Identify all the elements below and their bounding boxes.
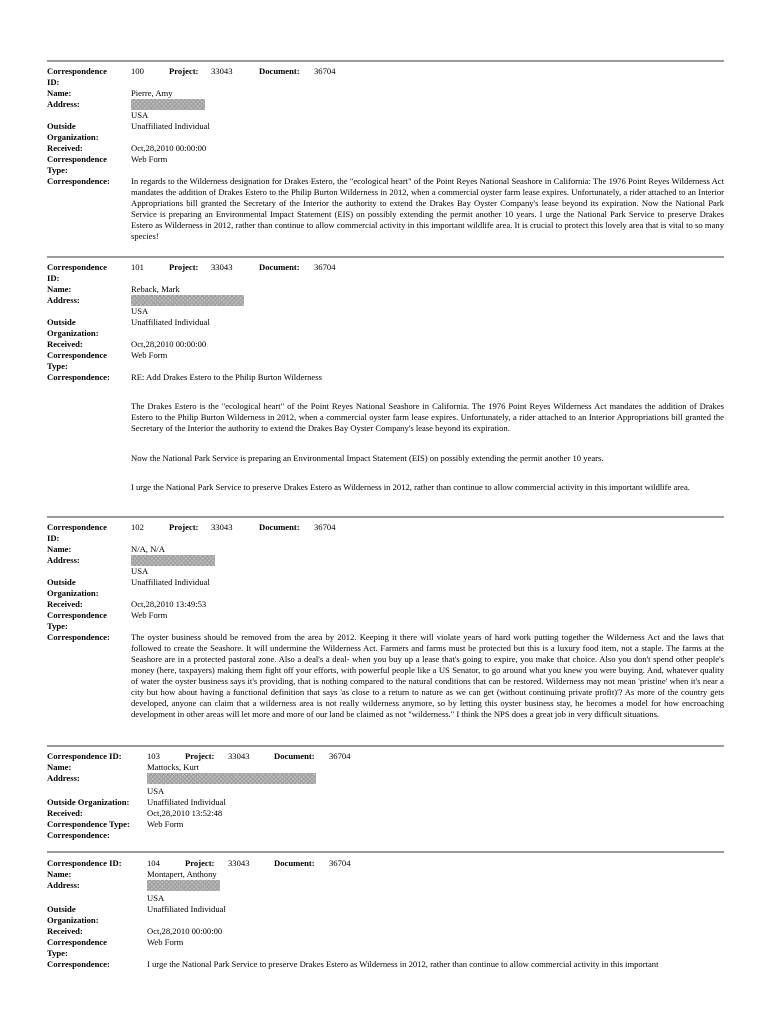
document-label: Document: <box>259 522 300 532</box>
received-label: Received: <box>47 599 83 609</box>
correspondence-id-label: Correspondence <box>47 262 107 272</box>
outside-organization-label: Outside Organization: <box>47 797 130 807</box>
correspondence-type-value: Web Form <box>147 819 184 829</box>
correspondence-type-value: Web Form <box>131 350 168 360</box>
name-label: Name: <box>47 544 72 554</box>
record-divider <box>47 851 724 853</box>
name-value: Pierre, Amy <box>131 88 173 98</box>
correspondence-type-label-cont: Type: <box>47 621 68 631</box>
name-label: Name: <box>47 869 72 879</box>
redacted-address <box>147 773 316 784</box>
record-divider <box>47 516 724 518</box>
record-divider <box>47 256 724 258</box>
redacted-address <box>131 295 244 306</box>
correspondence-type-label-cont: Type: <box>47 361 68 371</box>
country-value: USA <box>131 110 149 120</box>
received-label: Received: <box>47 143 83 153</box>
correspondence-id-label-cont: ID: <box>47 533 60 543</box>
correspondence-label: Correspondence: <box>47 176 110 186</box>
document-label: Document: <box>259 262 300 272</box>
outside-organization-label: Outside <box>47 577 76 587</box>
correspondence-type-label-cont: Type: <box>47 948 68 958</box>
outside-organization-label-cont: Organization: <box>47 328 99 338</box>
correspondence-id-value: 102 <box>131 522 144 532</box>
project-label: Project: <box>169 262 199 272</box>
correspondence-type-label: Correspondence <box>47 610 107 620</box>
organization-value: Unaffiliated Individual <box>147 797 226 807</box>
correspondence-id-label-cont: ID: <box>47 77 60 87</box>
name-label: Name: <box>47 284 72 294</box>
document-label: Document: <box>274 858 315 868</box>
document-label: Document: <box>259 66 300 76</box>
project-label: Project: <box>185 751 215 761</box>
correspondence-text: Now the National Park Service is preparing an Environmental Impact Statement (EIS) on possibly extending the permit another 10 years. <box>131 453 604 463</box>
correspondence-id-label: Correspondence ID: <box>47 751 122 761</box>
correspondence-type-label-cont: Type: <box>47 165 68 175</box>
name-label: Name: <box>47 762 72 772</box>
document-value: 36704 <box>314 262 336 272</box>
name-value: Reback, Mark <box>131 284 180 294</box>
received-value: Oct,28,2010 00:00:00 <box>147 926 223 936</box>
correspondence-id-label: Correspondence ID: <box>47 858 122 868</box>
redacted-address <box>131 99 205 110</box>
document-value: 36704 <box>314 66 336 76</box>
name-value: Montapert, Anthony <box>147 869 217 879</box>
organization-value: Unaffiliated Individual <box>131 121 210 131</box>
received-value: Oct,28,2010 13:52:48 <box>147 808 223 818</box>
address-label: Address: <box>47 99 80 109</box>
received-value: Oct,28,2010 13:49:53 <box>131 599 207 609</box>
country-value: USA <box>147 893 165 903</box>
correspondence-id-value: 103 <box>147 751 160 761</box>
country-value: USA <box>131 306 149 316</box>
correspondence-type-value: Web Form <box>131 610 168 620</box>
correspondence-id-value: 104 <box>147 858 160 868</box>
document-value: 36704 <box>329 858 351 868</box>
document-value: 36704 <box>329 751 351 761</box>
address-label: Address: <box>47 555 80 565</box>
organization-value: Unaffiliated Individual <box>131 577 210 587</box>
received-value: Oct,28,2010 00:00:00 <box>131 143 207 153</box>
outside-organization-label-cont: Organization: <box>47 915 99 925</box>
correspondence-subject: RE: Add Drakes Estero to the Philip Burton Wilderness <box>131 372 322 382</box>
country-value: USA <box>147 786 165 796</box>
project-label: Project: <box>185 858 215 868</box>
correspondence-text: The oyster business should be removed from the area by 2012. Keeping it there will violate years of hard work putting together the Wilderness Act and the laws that followed to create the Seashore. It will undermine the Wilderness Act. Farmers and farms must be protected but this is a luxury food item, not a staple. The farms at the Seashore are in a protected pastoral zone. Also a deal's a deal- when you buy up a lease that's going to expire, you make that choice. Also you don't spend other people's money (here, taxpayers) making them fight off your efforts, with powerful people like a US Senator, to go around what you knew you were buying. And, whatever quality of water the oyster business says it's providing, that is nothing compared to the natural conditions that can be restored. Wilderness may not mean 'pristine' when it's near a city but how about having a functional definition that says 'as close to a return to nature as we can get (without continuing private profit)'? As more of the country gets developed, anyone can claim that a wilderness area is not really wilderness anymore, so by letting this oyster business stay, he becomes a model for how encroaching development in other areas will let more and more of our land be claimed as not "wilderness." I think the NPS does a great job in very difficult situations. <box>131 632 724 719</box>
address-label: Address: <box>47 773 80 783</box>
correspondence-id-label: Correspondence <box>47 66 107 76</box>
correspondence-type-label: Correspondence <box>47 154 107 164</box>
organization-value: Unaffiliated Individual <box>147 904 226 914</box>
outside-organization-label: Outside <box>47 121 76 131</box>
country-value: USA <box>131 566 149 576</box>
correspondence-label: Correspondence: <box>47 830 110 840</box>
name-value: N/A, N/A <box>131 544 165 554</box>
project-value: 33043 <box>211 262 233 272</box>
correspondence-text: I urge the National Park Service to preserve Drakes Estero as Wilderness in 2012, rather than continue to allow commercial activity in this important <box>147 959 659 969</box>
received-label: Received: <box>47 926 83 936</box>
redacted-address <box>147 880 220 891</box>
received-label: Received: <box>47 808 83 818</box>
correspondence-text: The Drakes Estero is the "ecological heart" of the Point Reyes National Seashore in California. The 1976 Point Reyes Wilderness Act mandates the addition of Drakes Estero to the Philip Burton Wilderness in 2012, when a commercial oyster farm lease expires. Unfortunately, a rider attached to an Interior Appropriations bill granted the Secretary of the Interior the authority to extend the Drakes Bay Oyster Company's lease beyond its expiration. <box>131 401 724 433</box>
correspondence-label: Correspondence: <box>47 372 110 382</box>
project-value: 33043 <box>228 858 250 868</box>
correspondence-label: Correspondence: <box>47 959 110 969</box>
received-value: Oct,28,2010 00:00:00 <box>131 339 207 349</box>
record-divider <box>47 60 724 62</box>
received-label: Received: <box>47 339 83 349</box>
correspondence-id-label: Correspondence <box>47 522 107 532</box>
correspondence-type-value: Web Form <box>131 154 168 164</box>
name-label: Name: <box>47 88 72 98</box>
correspondence-type-label: Correspondence <box>47 937 107 947</box>
name-value: Mattocks, Kurt <box>147 762 200 772</box>
correspondence-id-label-cont: ID: <box>47 273 60 283</box>
record-divider <box>47 745 724 747</box>
address-label: Address: <box>47 295 80 305</box>
organization-value: Unaffiliated Individual <box>131 317 210 327</box>
outside-organization-label: Outside <box>47 317 76 327</box>
outside-organization-label-cont: Organization: <box>47 588 99 598</box>
project-value: 33043 <box>211 66 233 76</box>
project-value: 33043 <box>211 522 233 532</box>
correspondence-text: I urge the National Park Service to preserve Drakes Estero as Wilderness in 2012, rather than continue to allow commercial activity in this important wildlife area. <box>131 482 690 492</box>
project-label: Project: <box>169 66 199 76</box>
outside-organization-label-cont: Organization: <box>47 132 99 142</box>
project-value: 33043 <box>228 751 250 761</box>
correspondence-type-label: Correspondence Type: <box>47 819 130 829</box>
address-label: Address: <box>47 880 80 890</box>
correspondence-id-value: 100 <box>131 66 144 76</box>
redacted-address <box>131 555 215 566</box>
correspondence-label: Correspondence: <box>47 632 110 642</box>
project-label: Project: <box>169 522 199 532</box>
document-label: Document: <box>274 751 315 761</box>
correspondence-text: In regards to the Wilderness designation for Drakes Estero, the "ecological heart" of the Point Reyes National Seashore in California: The 1976 Point Reyes Wilderness Act mandates the addition of Drakes Estero to the Philip Burton Wilderness in 2012, when a commercial oyster farm lease expires. Unfortunately, a rider attached to an Interior Appropriations bill granted the Secretary of the Interior the authority to extend the Drakes Bay Oyster Company's lease beyond its expiration. Now the National Park Service is preparing an Environmental Impact Statement (EIS) on possibly extending the permit another 10 years. I urge the National Park Service to preserve Drakes Estero as Wilderness in 2012, rather than continue to allow commercial activity in this important wildlife area. It is crucial to protect this lovely area that is vital to so many species! <box>131 176 724 241</box>
correspondence-type-value: Web Form <box>147 937 184 947</box>
correspondence-id-value: 101 <box>131 262 144 272</box>
document-value: 36704 <box>314 522 336 532</box>
correspondence-type-label: Correspondence <box>47 350 107 360</box>
outside-organization-label: Outside <box>47 904 76 914</box>
